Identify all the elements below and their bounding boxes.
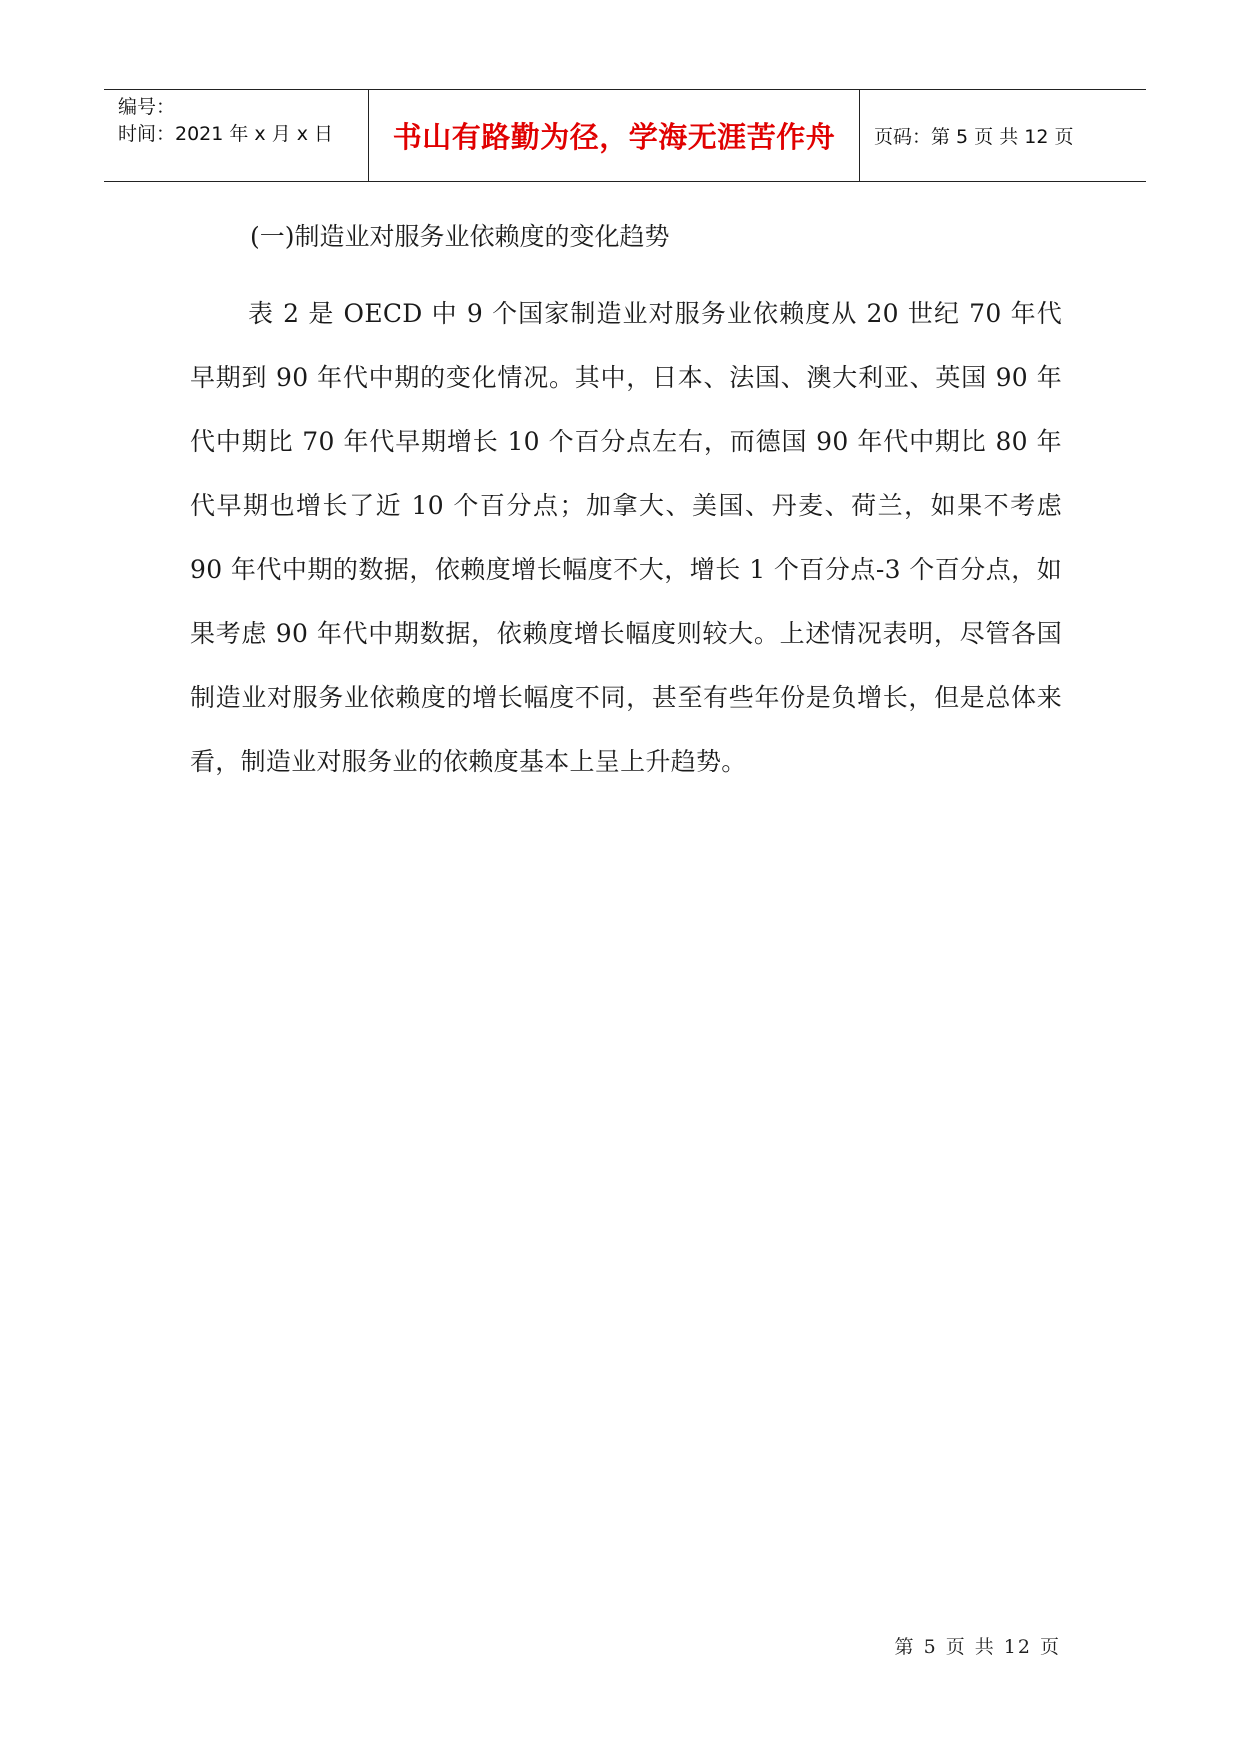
document-body [190,218,1062,794]
header-motto-cell [369,90,860,181]
motto-text: 书山有路勤为径，学海无涯苦作舟 [392,120,836,154]
section-heading: (一)制造业对服务业依赖度的变化趋势 [250,222,670,251]
header-meta-cell [104,90,369,181]
header-page-info: 页码：第 5 页 共 12 页 [874,126,1074,148]
serial-number-label: 编号： [118,96,176,118]
page-footer: 第 5 页 共 12 页 [894,1636,1061,1658]
body-paragraph: 表 2 是 OECD 中 9 个国家制造业对服务业依赖度从 20 世纪 70 年代早期到 90 年代中期的变化情况。其中，日本、法国、澳大利亚、英国 90 年代中期比 70 年代早期增长 10 个百分点左右，而德国 90 年代中期比 80 年代早期也增长了近 10 个百分点；加拿大、美国、丹麦、荷兰，如果不考虑 90 年代中期的数据，依赖度增长幅度不大，增长 1 个百分点-3 个百分点，如果考虑 90 年代中期数据，依赖度增长幅度则较大。上述情况表明，尽管各国制造业对服务业依赖度的增长幅度不同，甚至有些年份是负增长，但是总体来看，制造业对服务业的依赖度基本上呈上升趋势。 [190,299,1062,776]
date-label: 时间：2021 年 x 月 x 日 [118,123,334,145]
header-page-cell [860,90,1146,181]
page-header [104,89,1146,182]
